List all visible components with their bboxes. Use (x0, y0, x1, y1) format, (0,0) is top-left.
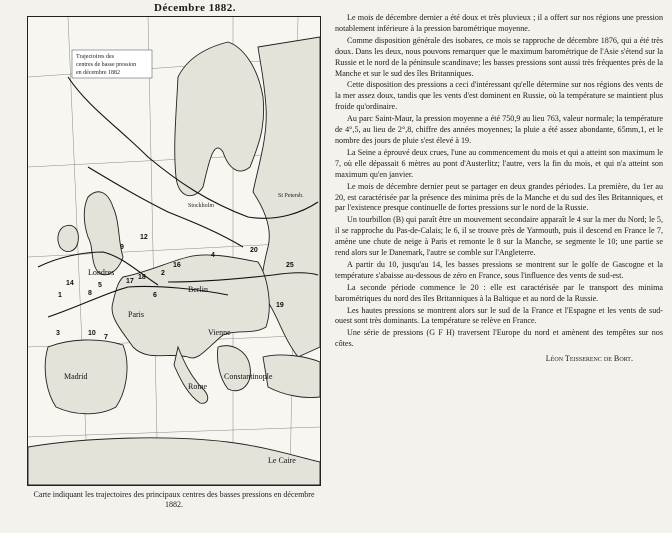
map-legend-line-2: centres de basse pression (76, 62, 137, 68)
paragraph: Le mois de décembre dernier peut se partager en deux grandes périodes. La première, du 1er au 20, est caractérisée par la présence des minima près de la Manche et du sud des îles Britanniques, et par l'existence presque continuelle de fortes pressions sur le nord de la Russie. (335, 181, 663, 213)
track-number: 9 (120, 244, 124, 251)
paragraph: La seconde période commence le 20 : elle est caractérisée par le transport des minima barométriques du nord des îles Britanniques à la Baltique et au nord de la Russie. (335, 282, 663, 303)
paragraph: Au parc Saint-Maur, la pression moyenne a été 750,9 au lieu 763, valeur normale; la température de 4°,5, au lieu de 2°,8, chiffre des années moyennes; la pluie a été assez abondante, 65mm,1, et le nombre des jours de pluie s'est élevé à 19. (335, 114, 663, 145)
track-number: 1 (58, 292, 62, 299)
track-number: 10 (88, 330, 96, 337)
map-label-paris: Paris (128, 310, 144, 319)
paragraph: Un tourbillon (B) qui paraît être un mouvement secondaire apparaît le 4 sur la mer du Nord; le 5, il se rapproche du Pas-de-Calais; le 6, il se trouve près de Yarmouth, puis il descend en France le 7, amène une chute de neige à Paris et remonte le 8 sur la Manche, se segmente le 10; une partie se rend alors sur le Danemark, l'autre se comble sur l'Angleterre. (335, 215, 663, 258)
map-caption: Carte indiquant les trajectoires des principaux centres des basses pressions en décembre 1882. (33, 490, 315, 509)
track-number: 14 (66, 280, 74, 287)
author-signature: Léon Teisserenc de Bort. (545, 354, 633, 364)
track-number: 19 (276, 302, 284, 309)
map-drawing (28, 17, 320, 485)
paragraph: La Seine a éprouvé deux crues, l'une au commencement du mois et qui a atteint son maximum le 7, où elle dépassait 6 mètres au pont d'Austerlitz; l'autre, vers la fin du mois, et qui n'a atteint son maximum qu'en janvier. (335, 147, 663, 179)
track-number: 2 (161, 270, 165, 277)
track-number: 5 (98, 282, 102, 289)
map-label-madrid: Madrid (64, 372, 88, 381)
paragraph: Les hautes pressions se montrent alors sur le sud de la France et l'Espagne et les vents de sud-ouest sont très dominants. La température se relève en France. (335, 305, 663, 326)
paragraph: Une série de pressions (G F H) traversent l'Europe du nord et amènent des tempêtes sur nos côtes. (335, 328, 663, 349)
map-label-constantinople: Constantinople (224, 372, 273, 381)
map-label-saint-petersburg: St Petersb. (278, 193, 304, 199)
map-label-cairo: Le Caire (268, 456, 296, 465)
track-number: 16 (173, 262, 181, 269)
paragraph: Cette disposition des pressions a ceci d'intéressant qu'elle détermine sur nos régions des vents de la mer assez doux, tandis que les vents d'est dominent en Russie, où la température se maintient plus froide qu'ordinaire. (335, 80, 663, 112)
paragraph: Comme disposition générale des isobares, ce mois se rapproche de décembre 1876, qui a été très doux. Dans les deux, nous pouvons remarquer que le maximum barométrique de l'Asie s'étend sur la Russie et le nord de la péninsule scandinave; les basses pressions sont aussi très fréquentes près de la Manche et sur le sud des îles Britanniques. (335, 35, 663, 78)
map-legend-line-1: Trajectoires des (76, 54, 114, 60)
map-label-vienna: Vienne (208, 328, 231, 337)
track-number: 12 (140, 234, 148, 241)
map-label-rome: Rome (188, 382, 208, 391)
paragraph: Le mois de décembre dernier a été doux et très pluvieux ; il a offert sur nos régions une pression notablement inférieure à la pression barométrique moyenne. (335, 13, 663, 33)
track-number: 7 (104, 334, 108, 341)
track-number: 20 (250, 247, 258, 254)
track-number: 3 (56, 330, 60, 337)
europe-map (27, 16, 321, 486)
track-number: 8 (88, 290, 92, 297)
month-title: Décembre 1882. (154, 2, 236, 14)
map-label-berlin: Berlin (188, 285, 208, 294)
track-number: 6 (153, 292, 157, 299)
map-label-london: Londres (88, 268, 115, 277)
track-number: 25 (286, 262, 294, 269)
article-text (335, 13, 663, 518)
paragraph: A partir du 10, jusqu'au 14, les basses pressions se montrent sur le golfe de Gascogne et la température s'abaisse au-dessous de zéro en France, sous l'influence des vents de sud-est. (335, 259, 663, 280)
track-number: 4 (211, 252, 215, 259)
track-number: 17 (126, 278, 134, 285)
track-number: 18 (138, 274, 146, 281)
map-label-stockholm: Stockholm (188, 203, 215, 209)
map-legend-line-3: en décembre 1882 (76, 70, 120, 76)
